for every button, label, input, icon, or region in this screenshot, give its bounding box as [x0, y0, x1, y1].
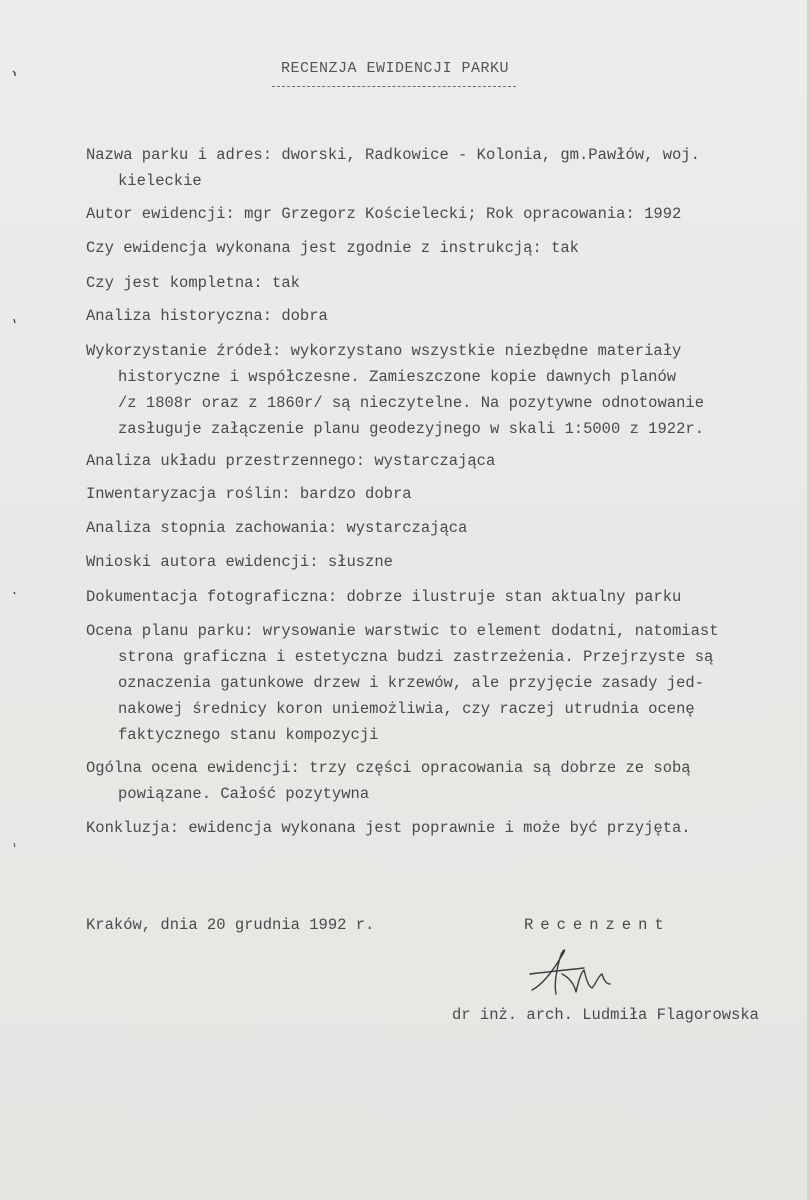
reviewer-name: dr inż. arch. Ludmiła Flagorowska [452, 1006, 759, 1024]
entry-line: Wnioski autora ewidencji: słuszne [86, 553, 393, 571]
title-underline [272, 86, 516, 87]
entry-overall-evaluation [86, 755, 786, 807]
entry-line: Inwentaryzacja roślin: bardzo dobra [86, 485, 412, 503]
reviewer-label: Recenzent [524, 916, 671, 934]
entry-line: Analiza historyczna: dobra [86, 307, 328, 325]
entry-line: powiązane. Całość pozytywna [118, 785, 370, 803]
entry-author [86, 201, 786, 227]
entry-compliance [86, 235, 786, 261]
entry-line: kieleckie [118, 172, 202, 190]
entry-line: Analiza stopnia zachowania: wystarczająca [86, 519, 468, 537]
margin-mark [12, 590, 18, 596]
entry-line: faktycznego stanu kompozycji [118, 726, 379, 744]
entry-line: Analiza układu przestrzennego: wystarczająca [86, 452, 496, 470]
entry-line: Nazwa parku i adres: dworski, Radkowice - Kolonia, gm.Pawłów, woj. [86, 146, 700, 164]
entry-line: Czy jest kompletna: tak [86, 274, 300, 292]
entry-line: zasługuje załączenie planu geodezyjnego w skali 1:5000 z 1922r. [118, 420, 704, 438]
entry-historical-analysis [86, 303, 786, 329]
entry-line: Czy ewidencja wykonana jest zgodnie z instrukcją: tak [86, 239, 579, 257]
entry-line: historyczne i współczesne. Zamieszczone kopie dawnych planów [118, 368, 677, 386]
entry-line: Autor ewidencji: mgr Grzegorz Kościelecki; Rok opracowania: 1992 [86, 205, 682, 223]
entry-photo-documentation [86, 584, 786, 610]
entry-conclusions [86, 549, 786, 575]
entry-plan-evaluation [86, 618, 786, 748]
entry-spatial-analysis [86, 448, 786, 474]
entry-completeness [86, 270, 786, 296]
entry-line: Konkluzja: ewidencja wykonana jest poprawnie i może być przyjęta. [86, 819, 691, 837]
entry-line: Wykorzystanie źródeł: wykorzystano wszystkie niezbędne materiały [86, 342, 682, 360]
entry-conclusion [86, 815, 786, 841]
entry-line: Dokumentacja fotograficzna: dobrze ilustruje stan aktualny parku [86, 588, 682, 606]
margin-mark [12, 70, 18, 76]
entry-park-name [86, 142, 786, 194]
entry-line: nakowej średnicy koron uniemożliwia, czy raczej utrudnia ocenę [118, 700, 695, 718]
document-title: RECENZJA EWIDENCJI PARKU [280, 60, 510, 77]
entry-line: Ogólna ocena ewidencji: trzy części opracowania są dobrze ze sobą [86, 759, 691, 777]
margin-mark [12, 318, 18, 324]
entry-sources [86, 338, 786, 442]
entry-line: oznaczenia gatunkowe drzew i krzewów, ale przyjęcie zasady jed- [118, 674, 704, 692]
entry-line: strona graficzna i estetyczna budzi zastrzeżenia. Przejrzyste są [118, 648, 714, 666]
entry-line: /z 1808r oraz z 1860r/ są nieczytelne. Na pozytywne odnotowanie [118, 394, 704, 412]
margin-mark [12, 842, 18, 848]
date-line: Kraków, dnia 20 grudnia 1992 r. [86, 916, 375, 934]
entry-line: Ocena planu parku: wrysowanie warstwic to element dodatni, natomiast [86, 622, 719, 640]
entry-preservation [86, 515, 786, 541]
handwritten-signature [526, 944, 636, 1002]
entry-plant-inventory [86, 481, 786, 507]
